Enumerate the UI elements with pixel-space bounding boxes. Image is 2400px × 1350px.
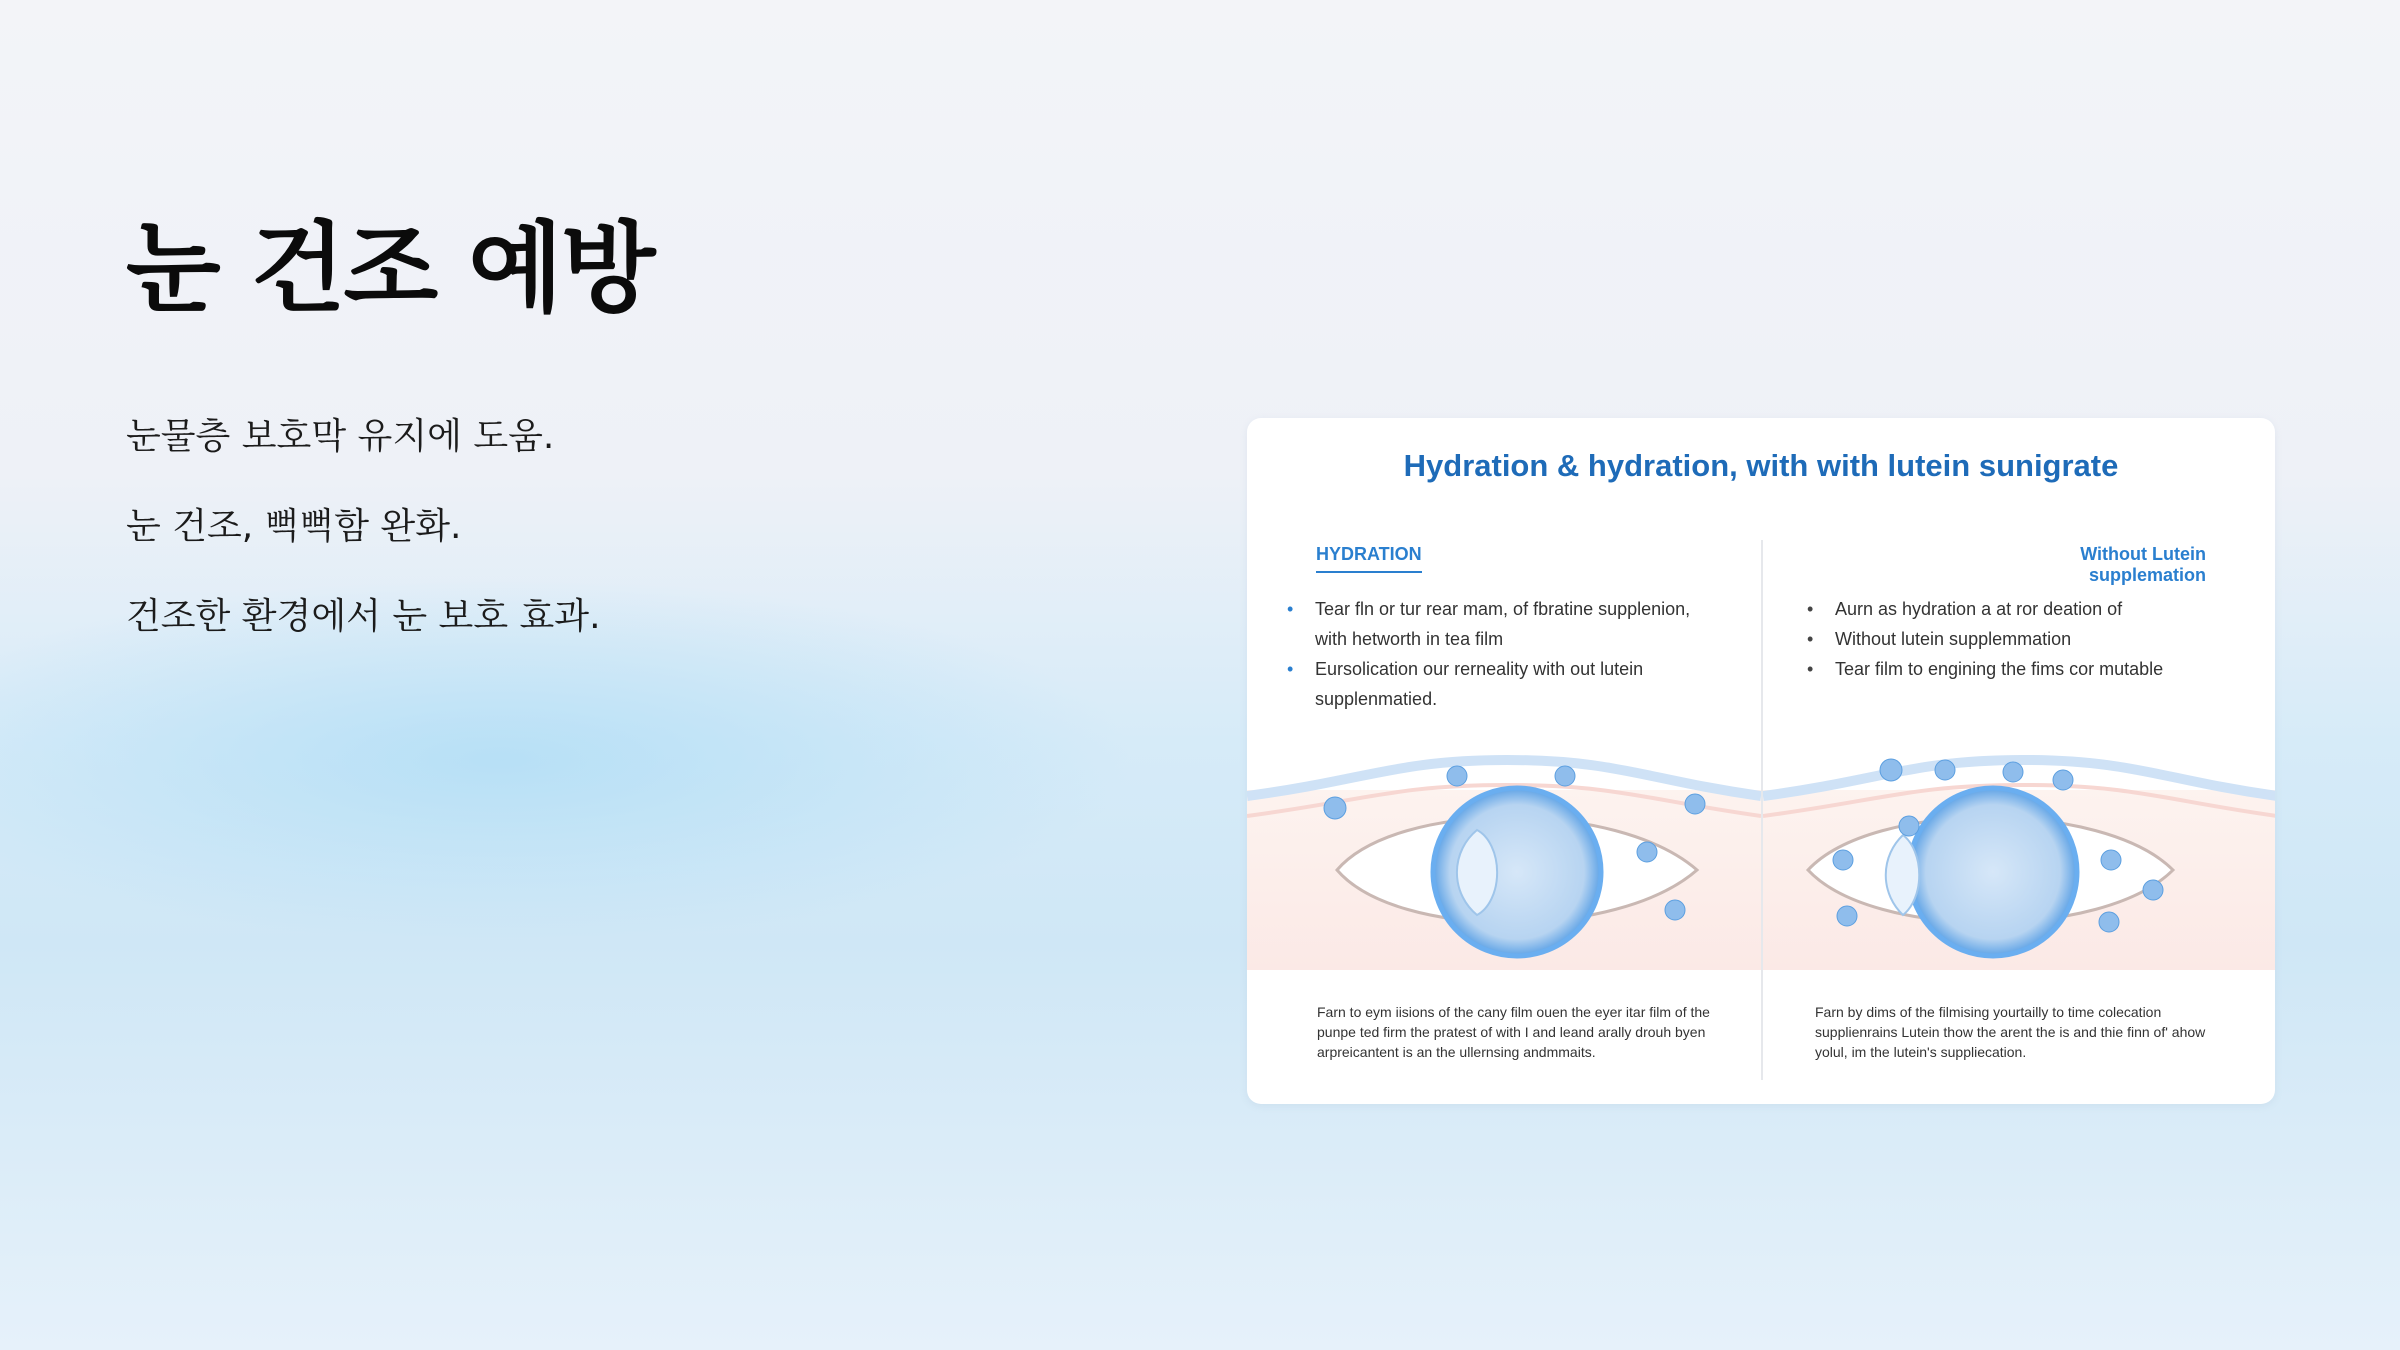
- left-column-heading: HYDRATION: [1316, 544, 1422, 573]
- right-column-heading: Without Lutein supplemation: [2080, 544, 2206, 585]
- right-point: • Without lutein supplemmation: [1807, 624, 2247, 654]
- eye-illustration-without-lutein: [1763, 740, 2275, 970]
- bullet-item: 눈물층 보호막 유지에 도움.: [126, 416, 555, 457]
- left-point: • Tear fln or tur rear mam, of fbratine supplenion, with hetworth in tea film: [1287, 594, 1707, 654]
- bullet-list: [126, 410, 601, 680]
- eye-illustration-hydrated: [1247, 740, 1761, 970]
- infographic-image: [1247, 418, 2275, 1104]
- left-points: [1287, 594, 1707, 714]
- right-caption: Farn by dims of the filmising yourtailly to time colecation supplienrains Lutein thow the arent the is and thie finn of' ahow yolul, im the lutein's suppliecation.: [1815, 1004, 2206, 1060]
- left-caption: Farn to eym iisions of the cany film ouen the eyer itar film of the punpe ted firm the pratest of with I and leand arally drouh byen arpreicantent is an the ullernsing andmmaits.: [1317, 1004, 1710, 1060]
- right-points: [1807, 594, 2247, 684]
- right-point: • Aurn as hydration a at ror deation of: [1807, 594, 2247, 624]
- bullet-item: 눈 건조, 뻑뻑함 완화.: [126, 506, 462, 547]
- infographic-title: Hydration & hydration, with with lutein sunigrate: [1403, 448, 2119, 483]
- bullet-item: 건조한 환경에서 눈 보호 효과.: [126, 596, 601, 637]
- left-point: • Eursolication our rerneality with out lutein supplenmatied.: [1287, 654, 1707, 714]
- slide-title: 눈 건조 예방: [126, 212, 654, 326]
- right-point: • Tear film to engining the fims cor mutable: [1807, 654, 2247, 684]
